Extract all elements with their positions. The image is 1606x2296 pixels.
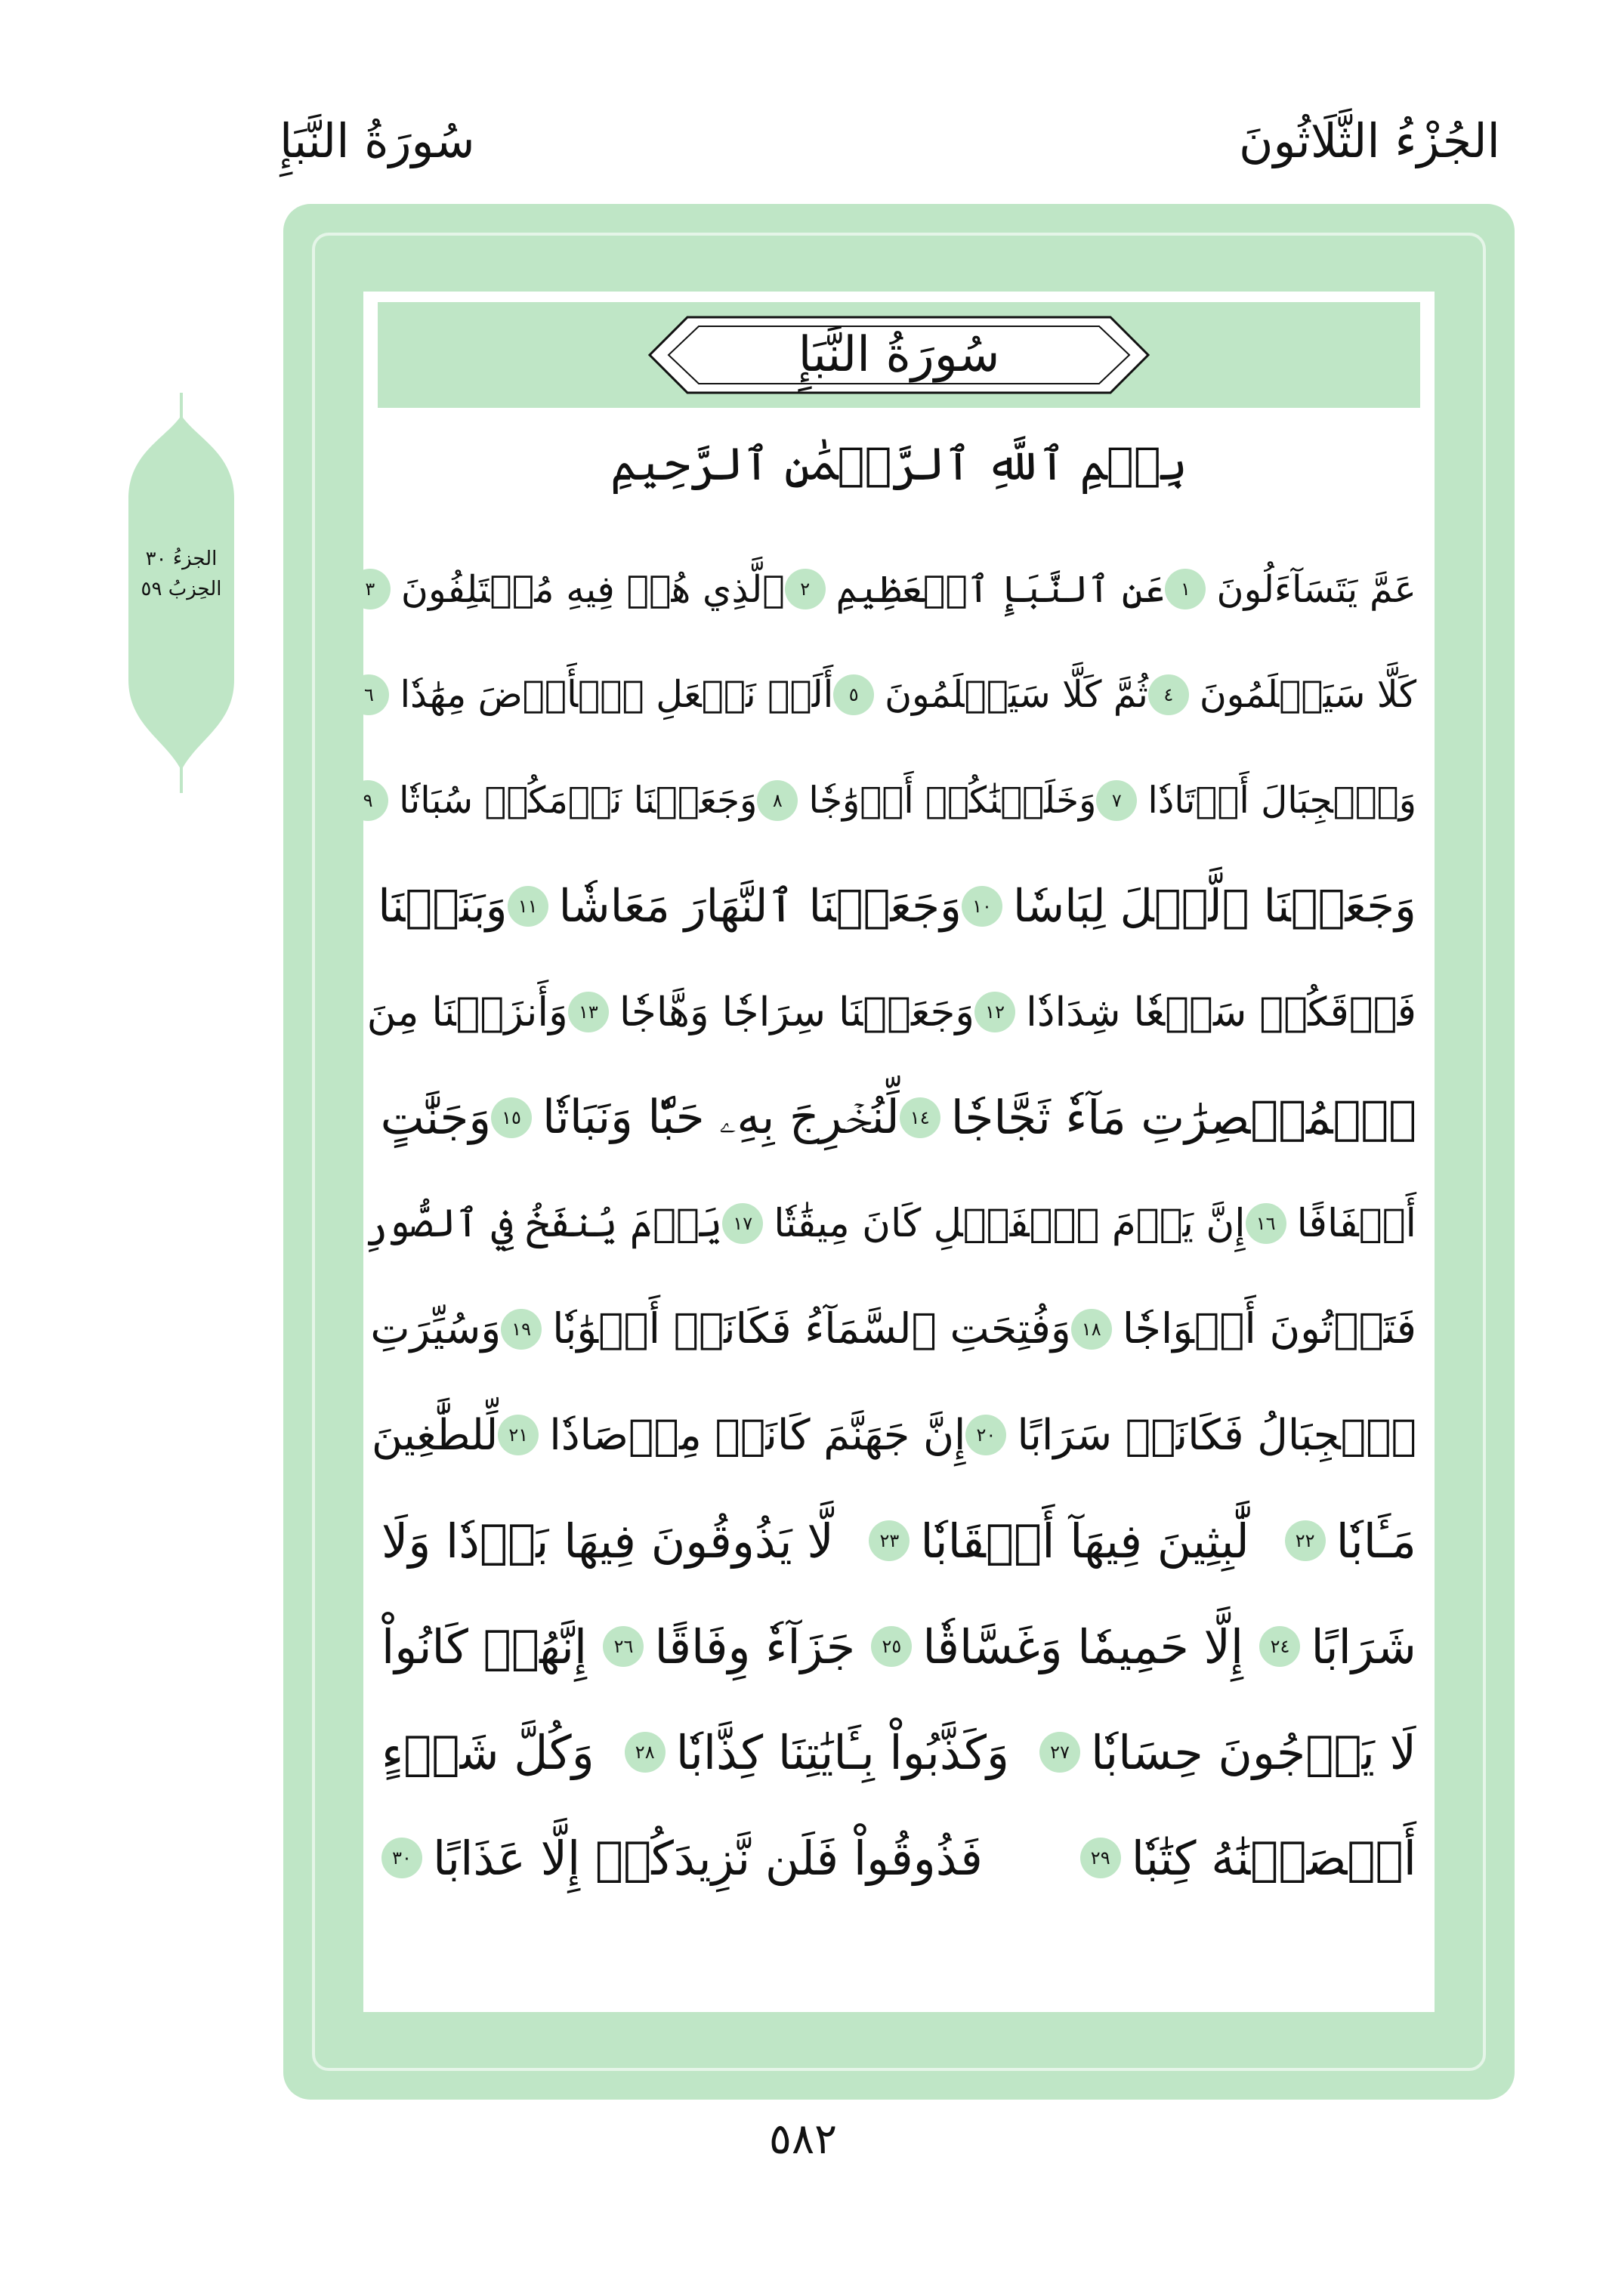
ayah-number: ٢٠ [965,1415,1006,1455]
ayah-number: ٢٧ [1039,1732,1080,1773]
verse-line [371,1382,1416,1488]
verse-text: مَـَٔابٗا [1336,1513,1416,1569]
ayah-number: ٢٣ [869,1520,910,1561]
verse-segment [1071,1305,1416,1353]
ayah-number: ١٤ [900,1097,940,1138]
verse-segment [1080,1831,1416,1886]
verse-text: إِلَّا حَمِيمٗا وَغَسَّاقٗا [922,1619,1244,1674]
verse-line [364,1171,1416,1276]
verse-segment [381,1619,587,1674]
basmala: بِسۡمِ ٱللَّهِ ٱلرَّحۡمَٰنِ ٱلرَّحِيمِ [610,438,1188,491]
verse-text: وَجَعَلۡنَا ٱلنَّهَارَ مَعَاشٗا [558,881,962,933]
verse-segment [350,567,785,611]
ayah-number: ١٩ [501,1309,542,1350]
verse-line [366,959,1416,1065]
verse-segment [491,1091,900,1145]
verse-text: وَأَنزَلۡنَا مِنَ [366,989,568,1035]
ayah-number: ٢٢ [1285,1520,1326,1561]
ayah-number: ١٣ [568,992,609,1032]
verse-text: وَكُلَّ شَيۡءٍ [381,1724,595,1780]
verse-segment [785,567,1166,611]
verse-segment [625,1725,1009,1780]
verse-segment [1148,674,1416,716]
verse-line [381,1065,1416,1171]
verse-text: فَوۡقَكُمۡ سَبۡعٗا شِدَادٗا [1026,989,1416,1035]
ayah-number: ٨ [757,780,798,821]
verse-text: فَذُوقُواْ فَلَن نَّزِيدَكُمۡ إِلَّا عَذَابًا [433,1830,983,1886]
verse-segment [347,779,757,822]
verses-block [363,536,1416,1911]
ayah-number: ١٨ [1071,1309,1112,1350]
verse-text: أَلَمۡ نَجۡعَلِ ٱلۡأَرۡضَ مِهَٰدٗا [400,674,834,716]
ayah-number: ١٢ [974,992,1015,1032]
verse-segment [757,779,1096,822]
verse-line [364,642,1416,748]
verse-segment [568,989,974,1035]
ayah-number: ٦ [348,674,389,715]
surah-title: سُورَةُ النَّبَإِ [798,327,1000,383]
ayah-number: ٢٥ [871,1626,912,1667]
juz-hizb-marker [121,393,242,793]
verse-text: وَكَذَّبُواْ بِـَٔايَٰتِنَا كِذَّابٗا [675,1724,1009,1780]
verse-segment [508,880,962,933]
verse-text: وَجَعَلۡنَا سِرَاجٗا وَهَّاجٗا [619,989,975,1035]
verse-segment [1096,779,1416,822]
verse-text: لِّنُخۡرِجَ بِهِۦ حَبّٗا وَنَبَاتٗا [542,1091,900,1144]
verse-segment [381,1514,834,1569]
verse-segment [900,1091,1416,1145]
verse-segment [372,1411,498,1460]
verse-text: شَرَابًا [1311,1619,1416,1674]
ayah-number: ١٦ [1246,1203,1286,1244]
verse-segment [348,674,833,716]
verse-text: ثُمَّ كَلَّا سَيَعۡلَمُونَ [885,674,1148,716]
verse-text: إِنَّ جَهَنَّمَ كَانَتۡ مِرۡصَادٗا [549,1410,966,1460]
ayah-number: ٢٨ [625,1732,666,1773]
verse-text: وَجَعَلۡنَا نَوۡمَكُمۡ سُبَاتٗا [399,779,758,822]
verse-segment [367,989,568,1035]
verse-segment [381,1091,491,1145]
verse-segment [603,1619,855,1674]
verse-text: لَّا يَذُوقُونَ فِيهَا بَرۡدٗا وَلَا [381,1513,834,1569]
verse-line [378,853,1416,959]
page-number: ٥٨٢ [768,2115,838,2164]
ayah-number: ٩ [347,780,388,821]
surah-header: سُورَةُ النَّبَإِ [280,113,475,168]
ayah-number: ٢١ [498,1415,539,1455]
ayah-number: ٧ [1096,780,1137,821]
verse-segment [378,881,507,933]
verse-text: أَلۡفَافًا [1296,1201,1416,1246]
verse-segment [869,1514,1249,1569]
verse-text: أَحۡصَيۡنَٰهُ كِتَٰبٗا [1131,1830,1416,1886]
ayah-number: ٣ [350,569,391,609]
ayah-number: ٥ [833,674,874,715]
verse-text: وَخَلَقۡنَٰكُمۡ أَزۡوَٰجٗا [808,779,1097,822]
verse-segment [1039,1725,1416,1780]
ayah-number: ٢٩ [1080,1838,1121,1878]
verse-text: ٱلَّذِي هُمۡ فِيهِ مُخۡتَلِفُونَ [400,567,785,611]
verse-text: لِّلطَّٰغِينَ [371,1410,499,1460]
verse-text: إِنَّ يَوۡمَ ٱلۡفَصۡلِ كَانَ مِيقَٰتٗا [774,1201,1246,1246]
verse-segment [1165,567,1416,611]
verse-line [365,536,1416,642]
verse-text: وَجَعَلۡنَا ٱلَّيۡلَ لِبَاسٗا [1013,880,1416,933]
verse-text: وَسُيِّرَتِ [370,1305,502,1353]
verse-segment [365,1201,723,1246]
verse-text: ٱلۡمُعۡصِرَٰتِ مَآءٗ ثَجَّاجٗا [950,1091,1416,1145]
ayah-number: ٢٤ [1259,1626,1300,1667]
verse-segment [722,1201,1245,1246]
verse-segment [962,881,1416,933]
verse-segment [974,989,1416,1035]
verse-line [381,1699,1416,1805]
ayah-number: ١١ [508,886,548,927]
verse-text: ٱلۡجِبَالُ فَكَانَتۡ سَرَابًا [1017,1410,1416,1460]
verse-segment [871,1619,1243,1674]
ayah-number: ١٠ [962,886,1002,927]
ayah-number: ٣٠ [381,1838,422,1878]
verse-text: عَنِ ٱلنَّبَإِ ٱلۡعَظِيمِ [835,567,1166,611]
marker-hizb-label: الحِزبُ ٥٩ [141,578,222,600]
verse-text: إِنَّهُمۡ كَانُواْ [381,1619,588,1674]
juz-header: الجُزْءُ الثَّلَاثُونَ [1239,113,1500,168]
verse-segment [381,1831,983,1886]
ayah-number: ٢ [785,569,826,609]
verse-text: عَمَّ يَتَسَآءَلُونَ [1216,567,1416,611]
verse-text: جَزَآءٗ وِفَاقًا [654,1619,856,1674]
verse-segment [1246,1201,1416,1246]
verse-segment [1259,1619,1416,1674]
verse-line [381,1805,1416,1911]
marker-juz-label: الجزءُ ٣٠ [145,548,218,570]
verse-line [363,748,1416,853]
verse-text: وَجَنَّٰتٍ [380,1091,492,1145]
ayah-number: ١٧ [722,1203,763,1244]
verse-text: وَٱلۡجِبَالَ أَوۡتَادٗا [1147,779,1416,822]
ayah-number: ٤ [1148,674,1189,715]
verse-line [381,1594,1416,1699]
verse-text: كَلَّا سَيَعۡلَمُونَ [1199,674,1416,716]
verse-segment [1285,1514,1416,1569]
verse-segment [501,1305,1071,1353]
ayah-number: ٢٦ [603,1626,644,1667]
verse-text: فَتَأۡتُونَ أَفۡوَاجٗا [1122,1305,1416,1353]
verse-text: لَا يَرۡجُونَ حِسَابٗا [1090,1724,1416,1780]
verse-text: وَفُتِحَتِ ٱلسَّمَآءُ فَكَانَتۡ أَبۡوَٰبٗا [552,1305,1071,1353]
verse-line [381,1488,1416,1594]
verse-text: لَّٰبِثِينَ فِيهَآ أَحۡقَابٗا [920,1513,1249,1569]
verse-line [370,1276,1416,1382]
ayah-number: ١٥ [491,1097,532,1138]
verse-segment [370,1305,501,1353]
verse-segment [965,1411,1416,1460]
ayah-number: ١ [1165,569,1206,609]
verse-text: يَوۡمَ يُنفَخُ فِي ٱلصُّورِ [364,1201,723,1246]
verse-text: وَبَنَيۡنَا [378,880,508,933]
verse-segment [498,1411,965,1460]
verse-segment [381,1725,595,1780]
verse-segment [833,674,1148,716]
